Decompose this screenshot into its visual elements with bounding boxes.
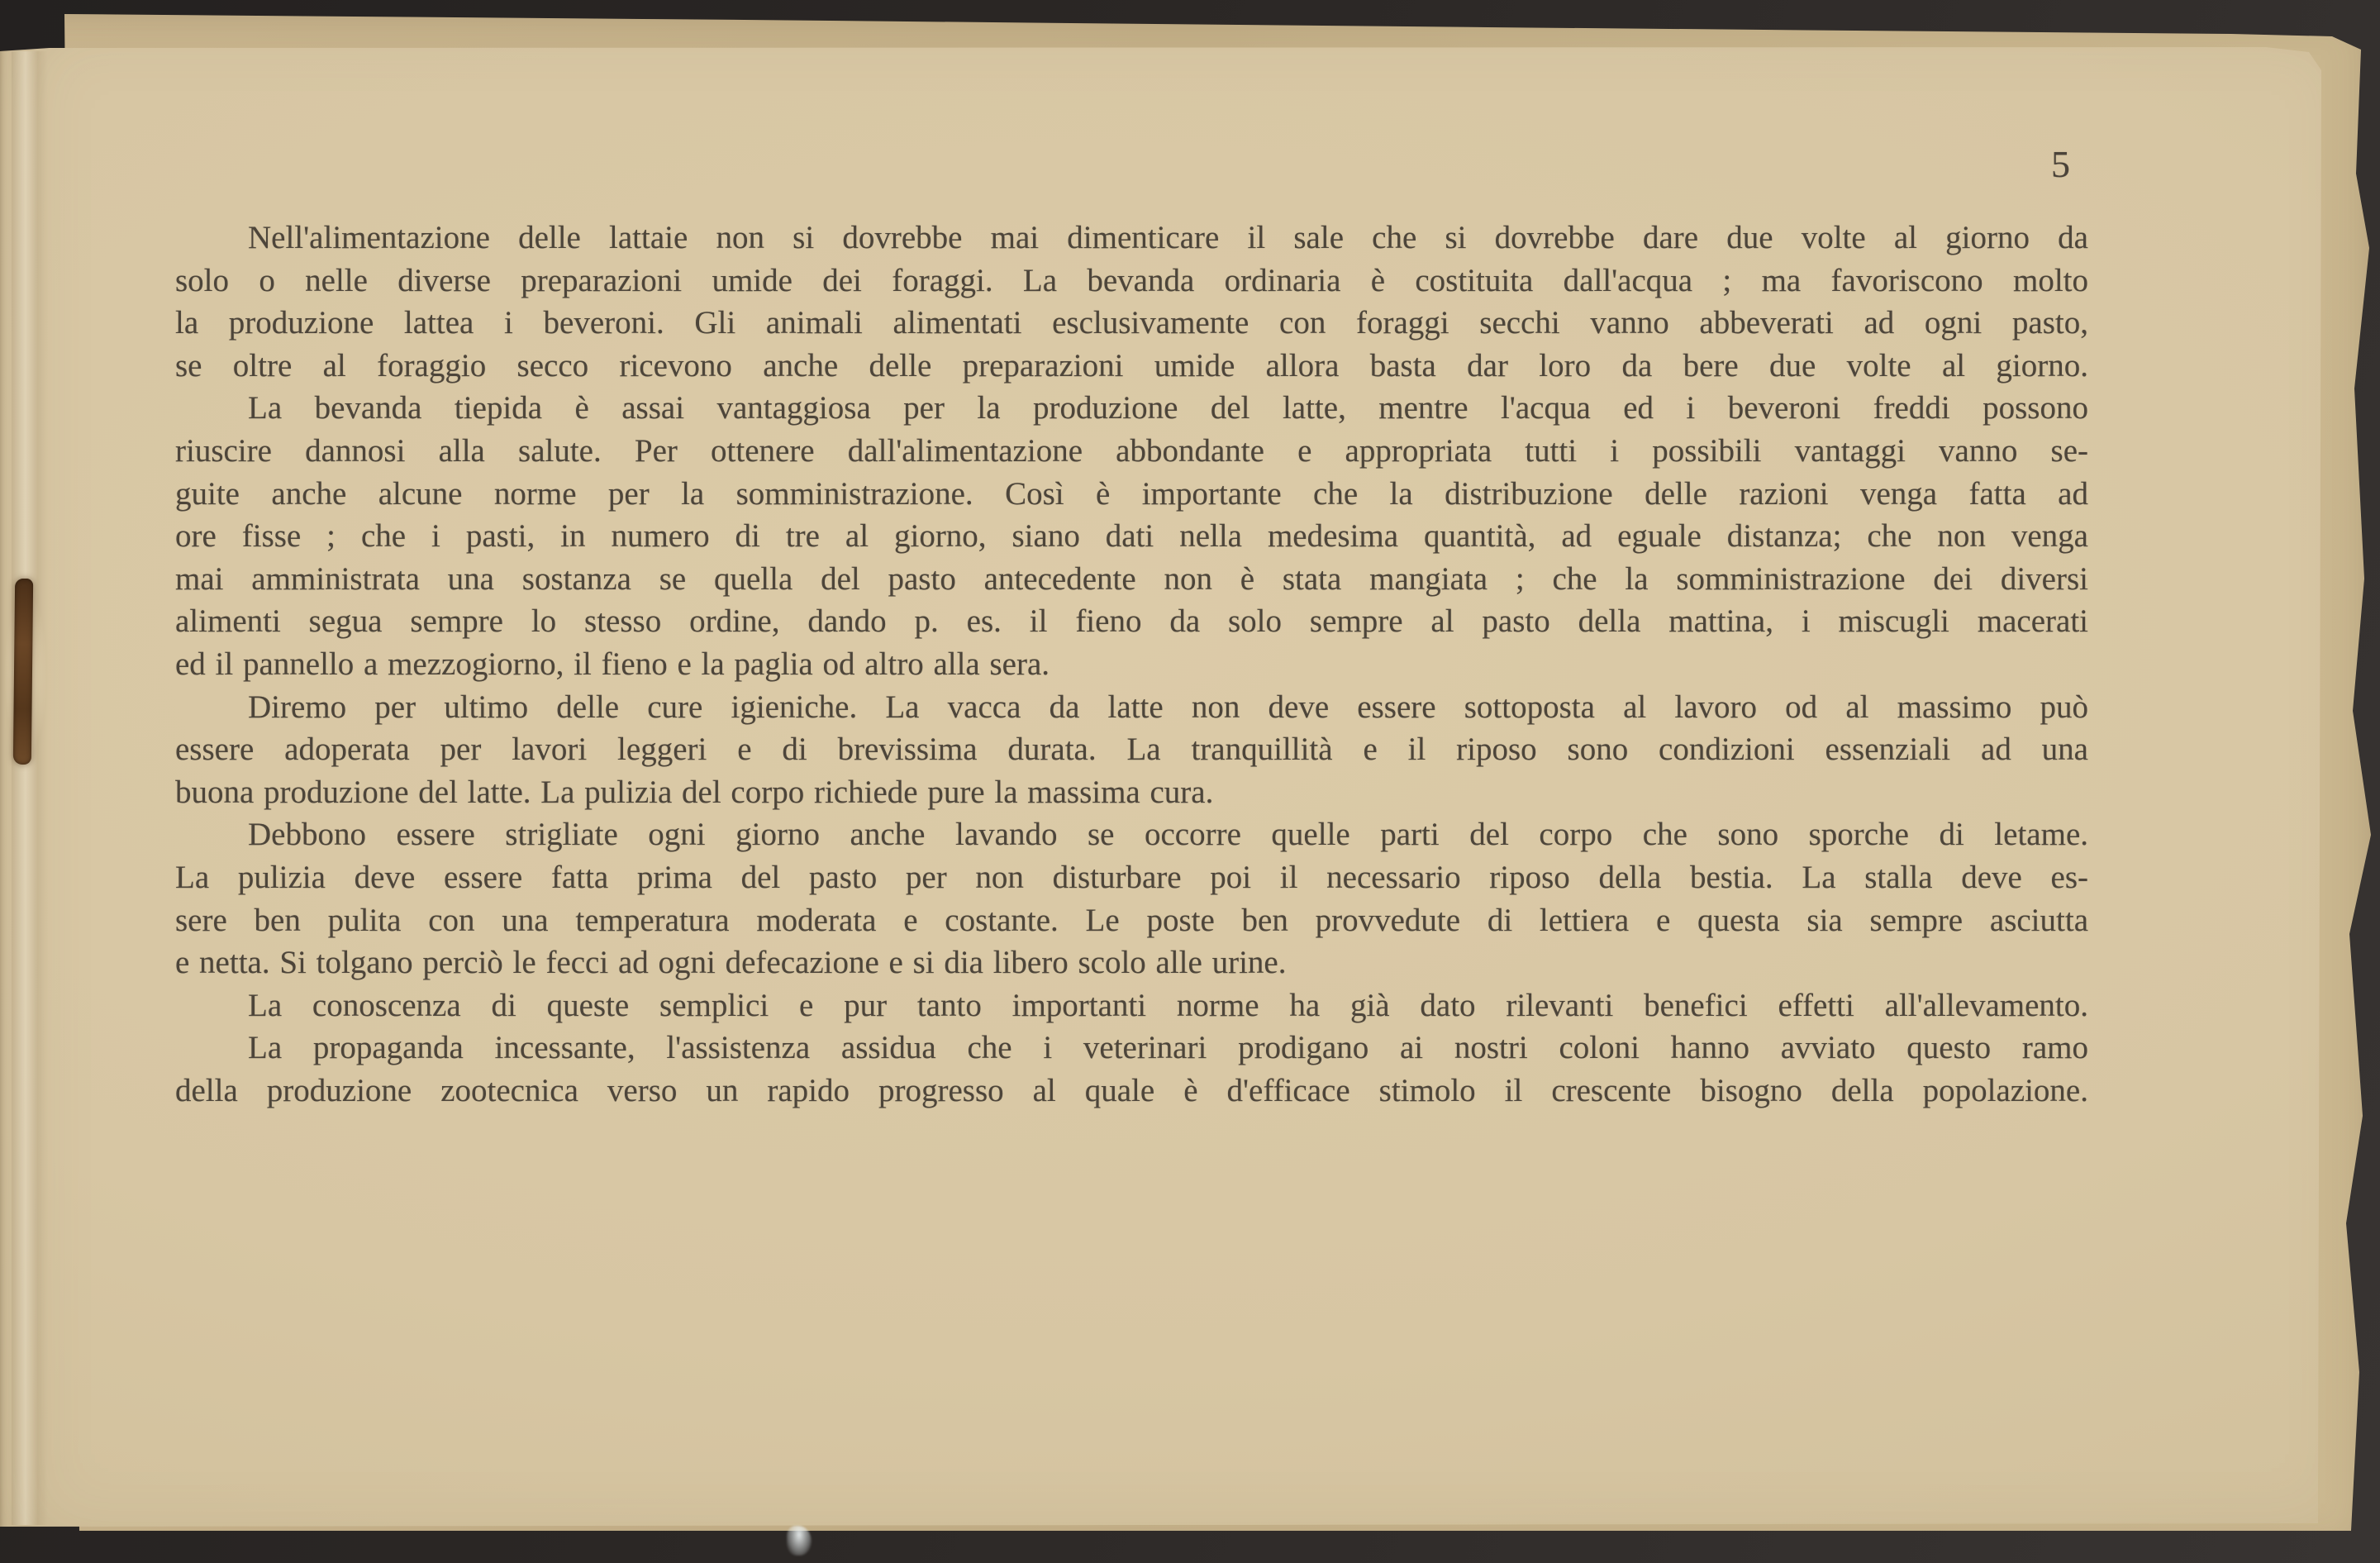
- text-block: [175, 217, 2088, 1112]
- paragraph: [175, 984, 2088, 1027]
- paragraph: [175, 686, 2088, 814]
- text-line: buona produzione del latte. La pulizia del corpo richiede pure la massima cura.: [175, 774, 1214, 810]
- text-line: Diremo per ultimo delle cure igieniche. La vacca da latte non deve essere sottoposta al lavoro od al massimo può: [248, 689, 2088, 725]
- paragraph: [175, 1027, 2088, 1112]
- scanner-fiber-speck: [787, 1526, 812, 1556]
- binding-stitch-mark: [13, 579, 33, 765]
- paragraph: [175, 813, 2088, 984]
- text-line: Nell'alimentazione delle lattaie non si dovrebbe mai dimenticare il sale che si dovrebbe dare due volte al giorno da: [248, 220, 2088, 255]
- text-line: La pulizia deve essere fatta prima del pasto per non disturbare poi il necessario riposo della bestia. La stalla deve es-: [175, 859, 2088, 895]
- text-line: La propaganda incessante, l'assistenza assidua che i veterinari prodigano ai nostri coloni hanno avviato questo ramo: [248, 1030, 2088, 1066]
- paragraph: [175, 387, 2088, 685]
- text-line: e netta. Si tolgano perciò le fecci ad ogni defecazione e si dia libero scolo alle urine.: [175, 945, 1287, 981]
- text-line: ed il pannello a mezzogiorno, il fieno e la paglia od altro alla sera.: [175, 646, 1050, 682]
- text-line: alimenti segua sempre lo stesso ordine, dando p. es. il fieno da solo sempre al pasto della mattina, i miscugli macerati: [175, 603, 2088, 640]
- text-line: La bevanda tiepida è assai vantaggiosa per la produzione del latte, mentre l'acqua ed i beveroni freddi possono: [248, 390, 2088, 426]
- text-line: La conoscenza di queste semplici e pur tanto importanti norme ha già dato rilevanti benefici effetti all'allevamento.: [248, 987, 2088, 1023]
- text-line: se oltre al foraggio secco ricevono anche delle preparazioni umide allora basta dar loro da bere due volte al giorno.: [175, 347, 2088, 384]
- page-number: 5: [2051, 143, 2071, 185]
- text-line: sere ben pulita con una temperatura moderata e costante. Le poste ben provvedute di lettiera e questa sia sempre asciutta: [175, 902, 2088, 938]
- paragraph: [175, 217, 2088, 387]
- text-line: Debbono essere strigliate ogni giorno anche lavando se occorre quelle parti del corpo che sono sporche di letame.: [248, 817, 2088, 853]
- text-line: riuscire dannosi alla salute. Per ottenere dall'alimentazione abbondante e appropriata tutti i possibili vantaggi vanno se-: [175, 432, 2088, 469]
- text-line: la produzione lattea i beveroni. Gli animali alimentati esclusivamente con foraggi secchi vanno abbeverati ad ogni pasto,: [175, 305, 2088, 341]
- text-line: della produzione zootecnica verso un rapido progresso al quale è d'efficace stimolo il crescente bisogno della popolazione.: [175, 1072, 2088, 1108]
- text-line: essere adoperata per lavori leggeri e di brevissima durata. La tranquillità e il riposo sono condizioni essenziali ad una: [175, 731, 2088, 768]
- text-line: mai amministrata una sostanza se quella del pasto antecedente non è stata mangiata ; che la somministrazione dei diversi: [175, 560, 2088, 597]
- text-line: solo o nelle diverse preparazioni umide dei foraggi. La bevanda ordinaria è costituita dall'acqua ; ma favoriscono molto: [175, 262, 2088, 298]
- text-line: guite anche alcune norme per la somministrazione. Così è importante che la distribuzione delle razioni venga fatta ad: [175, 475, 2088, 512]
- text-line: ore fisse ; che i pasti, in numero di tre al giorno, siano dati nella medesima quantità, ad eguale distanza; che non venga: [175, 518, 2088, 555]
